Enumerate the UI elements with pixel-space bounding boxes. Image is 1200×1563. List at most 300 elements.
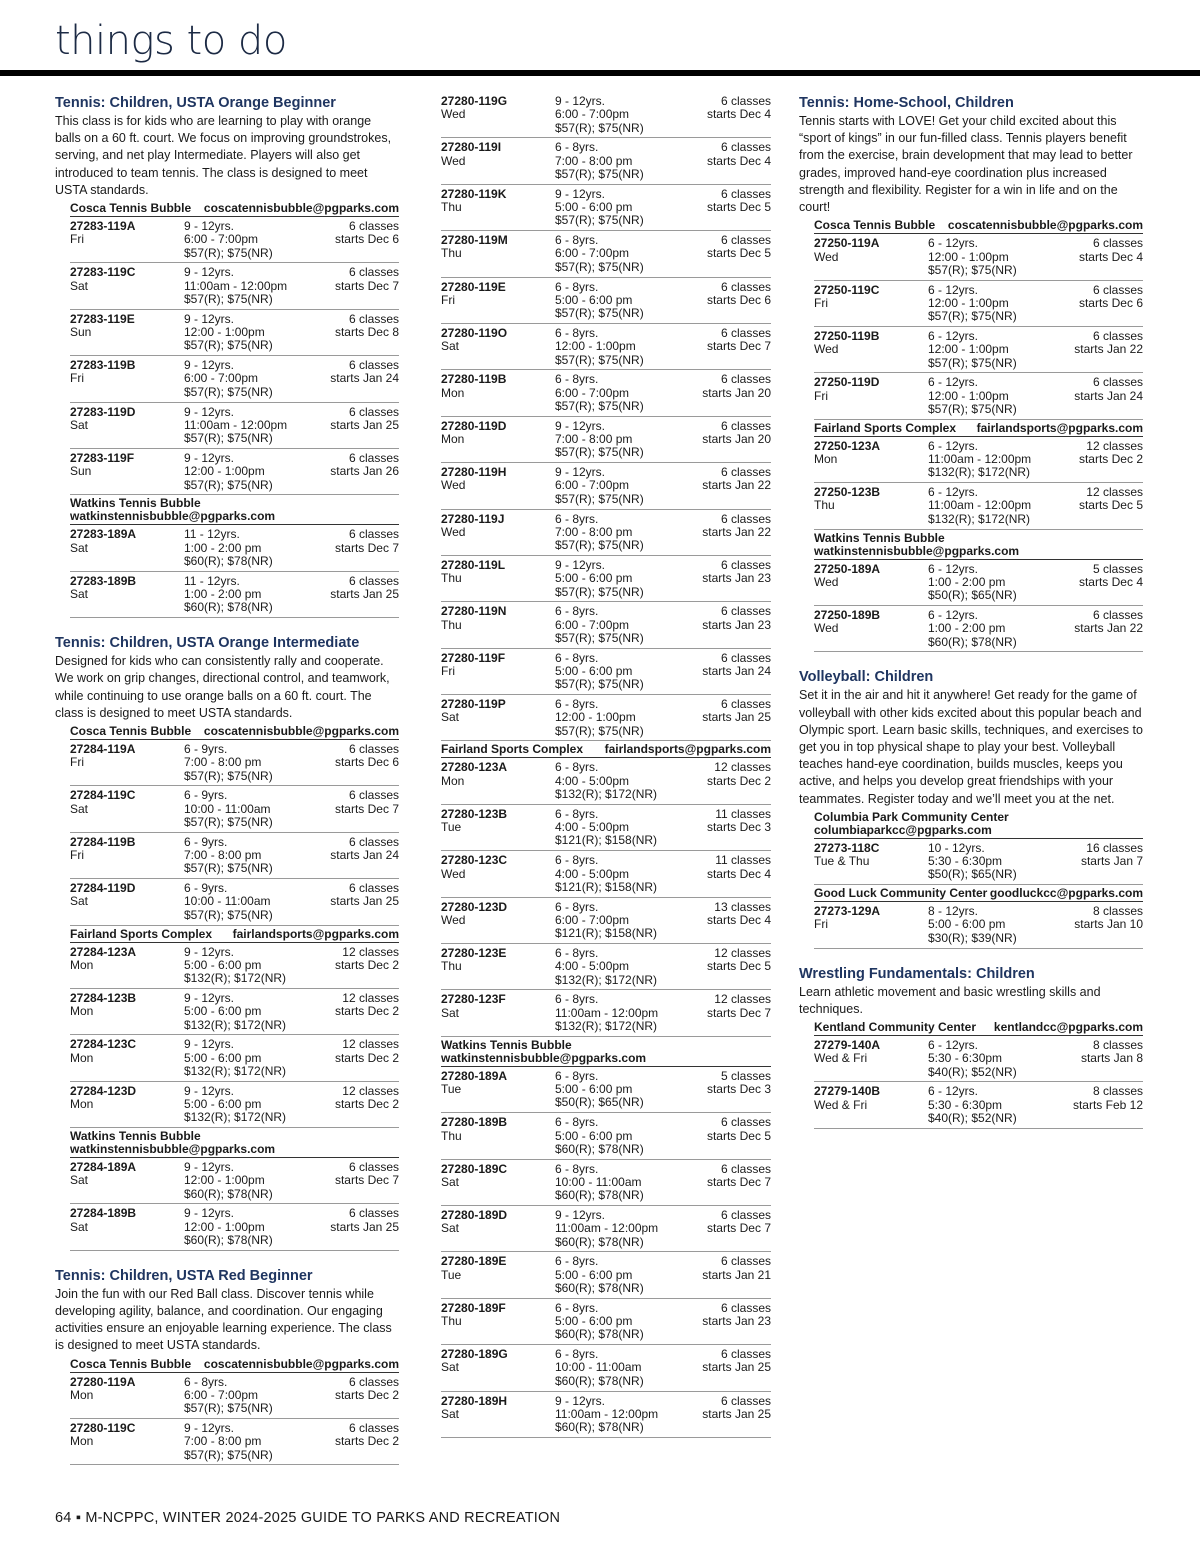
meeting-day: Wed (814, 249, 839, 264)
meeting-day: Sat (70, 801, 89, 816)
start-date: starts Jan 22 (1074, 621, 1143, 636)
location-header (70, 723, 399, 740)
age-range: 9 - 12yrs. (184, 265, 235, 280)
location-email: coscatennisbubble@pgparks.com (203, 723, 399, 738)
course-code: 27283-189A (70, 527, 137, 542)
start-date: starts Jan 23 (702, 1314, 771, 1329)
start-date: starts Dec 5 (1078, 498, 1143, 513)
class-fee: $121(R); $158(NR) (555, 833, 658, 848)
meeting-day: Mon (70, 1387, 94, 1402)
class-count: 6 classes (720, 511, 771, 526)
spacer (441, 168, 555, 181)
spacer (441, 539, 555, 552)
class-count: 6 classes (348, 219, 399, 234)
course-code: 27280-189H (441, 1393, 508, 1408)
class-fee: $121(R); $158(NR) (555, 879, 658, 894)
start-date: starts Dec 6 (1078, 295, 1143, 310)
class-fee: $57(R); $75(NR) (555, 398, 644, 413)
section-description: Set it in the air and hit it anywhere! Get ready for the game of volleyball with other kids excited about this popular beach and Olympic sport. Learn basic skills, techniques, and exercises to get you in top physical shape to play your best. Volleyball teaches hand-eye coordination, builds muscles, keeps you active, and helps you develop great friendships with your teammates. Register today and we’ll meet you at the net. (799, 688, 1143, 806)
age-range: 6 - 8yrs. (555, 1254, 599, 1269)
start-date: starts Dec 4 (706, 866, 771, 881)
class-fee: $57(R); $75(NR) (184, 768, 273, 783)
course-code: 27280-119G (441, 94, 508, 108)
start-date: starts Jan 20 (702, 385, 771, 400)
course-code: 27284-119C (70, 788, 136, 803)
class-time: 1:00 - 2:00 pm (928, 574, 1006, 589)
age-range: 11 - 12yrs. (184, 527, 240, 542)
spacer (70, 972, 184, 985)
page-footer: 64 ▪ M-NCPPC, WINTER 2024-2025 GUIDE TO PARKS AND RECREATION (55, 1510, 561, 1526)
meeting-day: Wed (441, 153, 466, 168)
class-time: 10:00 - 11:00am (184, 801, 271, 816)
class-count: 6 classes (1092, 236, 1143, 251)
class-time: 11:00am - 12:00pm (184, 278, 288, 293)
age-range: 6 - 8yrs. (555, 992, 599, 1007)
location-email: columbiaparkcc@pgparks.com (814, 822, 992, 837)
course-code: 27283-119A (70, 219, 136, 234)
start-date: starts Jan 25 (702, 1406, 771, 1421)
age-range: 8 - 12yrs. (928, 904, 979, 919)
page-title: things to do (55, 18, 287, 64)
start-date: starts Dec 5 (706, 200, 771, 215)
spacer (814, 264, 928, 277)
start-date: starts Dec 2 (334, 1387, 399, 1402)
class-count: 6 classes (720, 94, 771, 108)
class-section (799, 94, 1143, 652)
course-code: 27280-119E (441, 279, 506, 294)
class-count: 6 classes (720, 1161, 771, 1176)
class-fee: $132(R); $172(NR) (555, 787, 658, 802)
location-block (70, 926, 399, 1129)
class-fee: $57(R); $75(NR) (184, 338, 273, 353)
meeting-day: Fri (70, 848, 84, 863)
section-description: Learn athletic movement and basic wrestling skills and techniques. (799, 984, 1101, 1016)
location-header (814, 1019, 1143, 1036)
class-count: 11 classes (715, 853, 771, 868)
class-fee: $30(R); $39(NR) (928, 930, 1017, 945)
location-name: Good Luck Community Center (814, 886, 988, 901)
spacer (441, 788, 555, 801)
class-time: 5:00 - 6:00 pm (928, 917, 1006, 932)
spacer (814, 466, 928, 479)
meeting-day: Mon (70, 957, 94, 972)
class-fee: $132(R); $172(NR) (184, 1063, 287, 1078)
class-listing (70, 1204, 399, 1250)
class-count: 6 classes (1092, 329, 1143, 343)
meeting-day: Fri (814, 917, 828, 932)
spacer (441, 493, 555, 506)
class-listing (814, 373, 1143, 419)
class-fee: $57(R); $75(NR) (184, 907, 273, 922)
course-code: 27280-119I (441, 140, 502, 155)
spacer (441, 354, 555, 367)
meeting-day: Thu (441, 246, 462, 261)
class-count: 6 classes (348, 450, 399, 465)
start-date: starts Dec 8 (334, 325, 399, 340)
location-email: fairlandsports@pgparks.com (232, 926, 399, 941)
location-email: watkinstennisbubble@pgparks.com (70, 509, 276, 524)
start-date: starts Jan 24 (330, 371, 399, 386)
class-fee: $60(R); $78(NR) (555, 1280, 644, 1295)
location-block (70, 1356, 399, 1466)
location-header (70, 200, 399, 217)
class-count: 6 classes (720, 465, 771, 480)
meeting-day: Fri (70, 232, 84, 247)
class-listing (441, 851, 771, 897)
spacer (441, 1236, 555, 1249)
spacer (70, 1065, 184, 1078)
start-date: starts Dec 5 (706, 246, 771, 261)
section-description: Designed for kids who can consistently rally and cooperate. We work on grip changes, directional control, and teamwork, while continuing to use orange balls on a 60 ft. court. The class is designed to meet USTA standards. (55, 654, 390, 720)
class-count: 6 classes (720, 325, 771, 340)
meeting-day: Thu (441, 571, 462, 586)
class-listing (441, 370, 771, 416)
spacer (814, 1066, 928, 1079)
age-range: 9 - 12yrs. (184, 1206, 235, 1221)
class-listing (70, 1082, 399, 1128)
location-block (814, 530, 1143, 653)
course-code: 27283-119D (70, 404, 136, 419)
class-fee: $132(R); $172(NR) (928, 465, 1031, 480)
age-range: 6 - 12yrs. (928, 329, 979, 343)
age-range: 9 - 12yrs. (555, 557, 606, 572)
course-code: 27280-189F (441, 1300, 506, 1315)
meeting-day: Mon (70, 1004, 94, 1019)
meeting-day: Wed (814, 342, 839, 357)
class-fee: $132(R); $172(NR) (184, 1110, 287, 1125)
age-range: 6 - 8yrs. (555, 697, 599, 712)
class-time: 5:00 - 6:00 pm (555, 1128, 633, 1143)
meeting-day: Wed & Fri (814, 1097, 868, 1112)
location-block (70, 495, 399, 618)
class-count: 6 classes (720, 279, 771, 294)
spacer (814, 1112, 928, 1125)
location-name: Fairland Sports Complex (70, 926, 213, 941)
class-fee: $50(R); $65(NR) (928, 867, 1017, 882)
class-fee: $121(R); $158(NR) (555, 926, 658, 941)
spacer (70, 386, 184, 399)
class-fee: $57(R); $75(NR) (555, 723, 644, 738)
class-time: 11:00am - 12:00pm (928, 498, 1032, 513)
course-code: 27283-189B (70, 573, 137, 588)
spacer (70, 339, 184, 352)
location-name: Fairland Sports Complex (441, 742, 584, 757)
start-date: starts Dec 2 (334, 1050, 399, 1065)
spacer (441, 1189, 555, 1202)
class-time: 4:00 - 5:00pm (555, 820, 630, 835)
location-name: Watkins Tennis Bubble (70, 496, 201, 511)
location-email: watkinstennisbubble@pgparks.com (70, 1142, 276, 1157)
age-range: 9 - 12yrs. (184, 404, 235, 419)
age-range: 6 - 12yrs. (928, 282, 979, 297)
course-code: 27250-189B (814, 607, 881, 622)
class-listing (441, 556, 771, 602)
age-range: 6 - 9yrs. (184, 788, 228, 803)
class-time: 12:00 - 1:00pm (928, 342, 1009, 357)
course-code: 27284-123D (70, 1083, 137, 1098)
spacer (814, 310, 928, 323)
age-range: 10 - 12yrs. (928, 840, 985, 855)
meeting-day: Tue (441, 1267, 462, 1282)
course-code: 27280-119K (441, 186, 507, 201)
section-description: Tennis starts with LOVE! Get your child excited about this “sport of kings” in our fun-filled class. Tennis players benefit from the exercise, brain development that may lead to better grades, improved hand-eye coordination plus increased strength and flexibility. Register for a win in life and on the court! (799, 114, 1133, 215)
class-count: 6 classes (1092, 282, 1143, 297)
spacer (441, 261, 555, 274)
class-time: 10:00 - 11:00am (555, 1174, 642, 1189)
course-code: 27280-119N (441, 604, 507, 619)
meeting-day: Sat (441, 710, 460, 725)
class-count: 6 classes (720, 1207, 771, 1222)
class-fee: $57(R); $75(NR) (928, 262, 1017, 277)
location-header (70, 926, 399, 943)
class-listing (70, 879, 399, 925)
class-time: 6:00 - 7:00pm (555, 385, 630, 400)
class-count: 6 classes (720, 1347, 771, 1362)
start-date: starts Dec 2 (334, 957, 399, 972)
class-fee: $50(R); $65(NR) (555, 1095, 644, 1110)
class-count: 12 classes (342, 1037, 399, 1052)
meeting-day: Sat (441, 1221, 460, 1236)
class-fee: $57(R); $75(NR) (555, 677, 644, 692)
meeting-day: Thu (441, 200, 462, 215)
start-date: starts Jan 22 (1074, 342, 1143, 357)
class-listing (814, 234, 1143, 280)
class-listing (70, 989, 399, 1035)
class-fee: $57(R); $75(NR) (184, 245, 273, 260)
class-listing (441, 1206, 771, 1252)
spacer (70, 601, 184, 614)
meeting-day: Thu (814, 498, 835, 513)
location-block (70, 723, 399, 926)
class-count: 12 classes (342, 990, 399, 1005)
start-date: starts Jan 24 (702, 663, 771, 678)
spacer (441, 1096, 555, 1109)
spacer (814, 932, 928, 945)
class-fee: $60(R); $78(NR) (184, 1233, 273, 1248)
meeting-day: Fri (70, 755, 84, 770)
age-range: 6 - 8yrs. (555, 1068, 599, 1083)
age-range: 6 - 8yrs. (555, 650, 599, 665)
location-name: Cosca Tennis Bubble (70, 1356, 192, 1371)
location-header (814, 530, 1143, 560)
class-count: 5 classes (720, 1068, 771, 1083)
spacer (441, 1020, 555, 1033)
class-listing (814, 327, 1143, 373)
column-3 (799, 92, 1143, 1145)
class-listing (441, 649, 771, 695)
start-date: starts Dec 4 (706, 912, 771, 927)
spacer (441, 725, 555, 738)
class-time: 6:00 - 7:00pm (184, 371, 259, 386)
class-count: 16 classes (1086, 840, 1143, 855)
class-count: 6 classes (720, 650, 771, 665)
column-2 (441, 92, 771, 1454)
class-count: 6 classes (720, 233, 771, 248)
meeting-day: Fri (814, 388, 828, 403)
class-fee: $57(R); $75(NR) (555, 352, 644, 367)
class-fee: $57(R); $75(NR) (555, 213, 644, 228)
start-date: starts Jan 23 (702, 617, 771, 632)
class-count: 6 classes (348, 404, 399, 419)
age-range: 9 - 12yrs. (555, 1207, 606, 1222)
meeting-day: Sat (441, 1360, 460, 1375)
age-range: 6 - 12yrs. (928, 607, 979, 622)
course-code: 27283-119C (70, 265, 136, 280)
start-date: starts Dec 6 (334, 755, 399, 770)
class-time: 5:00 - 6:00 pm (555, 292, 633, 307)
class-time: 6:00 - 7:00pm (555, 478, 630, 493)
location-name: Watkins Tennis Bubble (70, 1129, 201, 1144)
class-section (55, 94, 399, 618)
meeting-day: Wed (441, 107, 466, 122)
class-fee: $60(R); $78(NR) (555, 1420, 644, 1435)
meeting-day: Fri (441, 292, 455, 307)
course-code: 27280-119F (441, 650, 506, 665)
spacer (441, 1143, 555, 1156)
class-section (441, 92, 771, 1438)
spacer (70, 862, 184, 875)
course-code: 27279-140A (814, 1037, 881, 1052)
class-listing (441, 417, 771, 463)
course-code: 27280-189A (441, 1068, 508, 1083)
class-fee: $57(R); $75(NR) (928, 401, 1017, 416)
class-time: 5:00 - 6:00 pm (555, 1267, 633, 1282)
age-range: 9 - 12yrs. (184, 311, 235, 326)
start-date: starts Dec 7 (706, 1005, 771, 1020)
location-block (441, 741, 771, 1036)
start-date: starts Dec 7 (706, 1221, 771, 1236)
meeting-day: Wed (814, 621, 839, 636)
meeting-day: Tue & Thu (814, 854, 870, 869)
start-date: starts Jan 25 (330, 587, 399, 602)
age-range: 9 - 12yrs. (184, 990, 235, 1005)
class-section (55, 1267, 399, 1466)
class-listing (441, 324, 771, 370)
meeting-day: Fri (441, 663, 455, 678)
meeting-day: Sat (441, 1174, 460, 1189)
header-rule (0, 70, 1200, 76)
class-listing (814, 437, 1143, 483)
course-code: 27280-123D (441, 899, 508, 914)
section-description: This class is for kids who are learning to play with orange balls on a 60 ft. court. We focus on improving groundstrokes, serving, and net play Intermediate. Players will also get introduced to team tennis. The class is designed to meet USTA standards. (55, 114, 392, 197)
age-range: 9 - 12yrs. (555, 1393, 606, 1408)
course-code: 27273-129A (814, 904, 881, 919)
meeting-day: Sat (70, 587, 89, 602)
class-listing (814, 560, 1143, 606)
class-time: 12:00 - 1:00pm (928, 295, 1009, 310)
location-header (441, 741, 771, 758)
age-range: 6 - 12yrs. (928, 438, 979, 453)
class-fee: $60(R); $78(NR) (555, 1234, 644, 1249)
location-block (814, 809, 1143, 885)
meeting-day: Wed (814, 574, 839, 589)
meeting-day: Wed & Fri (814, 1051, 868, 1066)
class-count: 6 classes (1092, 375, 1143, 390)
course-code: 27280-119B (441, 372, 507, 387)
course-code: 27250-119B (814, 329, 880, 343)
spacer (441, 214, 555, 227)
spacer (70, 432, 184, 445)
start-date: starts Dec 4 (706, 153, 771, 168)
spacer (814, 513, 928, 526)
class-time: 6:00 - 7:00pm (555, 617, 630, 632)
location-email: kentlandcc@pgparks.com (993, 1019, 1143, 1034)
class-listing (441, 463, 771, 509)
class-time: 12:00 - 1:00pm (555, 710, 636, 725)
location-name: Watkins Tennis Bubble (441, 1037, 572, 1052)
class-fee: $50(R); $65(NR) (928, 588, 1017, 603)
start-date: starts Dec 3 (706, 1082, 771, 1097)
location-name: Fairland Sports Complex (814, 420, 957, 435)
start-date: starts Dec 7 (334, 801, 399, 816)
meeting-day: Mon (70, 1434, 94, 1449)
meeting-day: Sat (441, 1005, 460, 1020)
meeting-day: Sun (70, 464, 92, 479)
start-date: starts Dec 2 (334, 1004, 399, 1019)
start-date: starts Jan 22 (702, 524, 771, 539)
class-listing (441, 1345, 771, 1391)
section-title: Wrestling Fundamentals: Children (799, 965, 1035, 982)
class-time: 6:00 - 7:00pm (555, 107, 630, 122)
class-listing (70, 572, 399, 618)
age-range: 11 - 12yrs. (184, 573, 240, 588)
class-listing (441, 990, 771, 1036)
class-fee: $57(R); $75(NR) (184, 1447, 273, 1462)
spacer (70, 1019, 184, 1032)
course-code: 27284-189A (70, 1160, 137, 1175)
class-fee: $60(R); $78(NR) (184, 1186, 273, 1201)
spacer (441, 881, 555, 894)
age-range: 6 - 8yrs. (555, 946, 599, 961)
location-name: Kentland Community Center (814, 1019, 977, 1034)
class-count: 6 classes (720, 1254, 771, 1269)
class-time: 5:00 - 6:00 pm (555, 663, 633, 678)
class-count: 12 classes (714, 946, 771, 961)
meeting-day: Wed (441, 478, 466, 493)
start-date: starts Dec 2 (1078, 452, 1143, 467)
class-count: 6 classes (1092, 607, 1143, 622)
spacer (441, 632, 555, 645)
class-time: 12:00 - 1:00pm (928, 249, 1009, 264)
location-name: Cosca Tennis Bubble (814, 218, 936, 233)
course-code: 27280-123E (441, 946, 507, 961)
class-listing (70, 833, 399, 879)
class-count: 6 classes (348, 1421, 399, 1436)
class-time: 10:00 - 11:00am (555, 1360, 642, 1375)
class-listing (441, 231, 771, 277)
course-code: 27284-189B (70, 1206, 137, 1221)
class-listing (70, 1373, 399, 1419)
class-count: 6 classes (720, 1115, 771, 1130)
class-listing (814, 1036, 1143, 1082)
section-title: Tennis: Children, USTA Red Beginner (55, 1267, 313, 1284)
course-code: 27279-140B (814, 1084, 881, 1099)
class-fee: $57(R); $75(NR) (555, 538, 644, 553)
meeting-day: Tue (441, 1082, 462, 1097)
location-block (814, 217, 1143, 420)
age-range: 9 - 12yrs. (555, 465, 606, 480)
class-fee: $132(R); $172(NR) (555, 1019, 658, 1034)
column-1 (55, 92, 399, 1481)
location-email: fairlandsports@pgparks.com (976, 420, 1143, 435)
start-date: starts Dec 2 (334, 1434, 399, 1449)
class-fee: $60(R); $78(NR) (184, 600, 273, 615)
class-listing (814, 1082, 1143, 1128)
course-code: 27283-119F (70, 450, 135, 465)
start-date: starts Dec 6 (706, 292, 771, 307)
class-fee: $57(R); $75(NR) (928, 355, 1017, 370)
spacer (814, 636, 928, 649)
